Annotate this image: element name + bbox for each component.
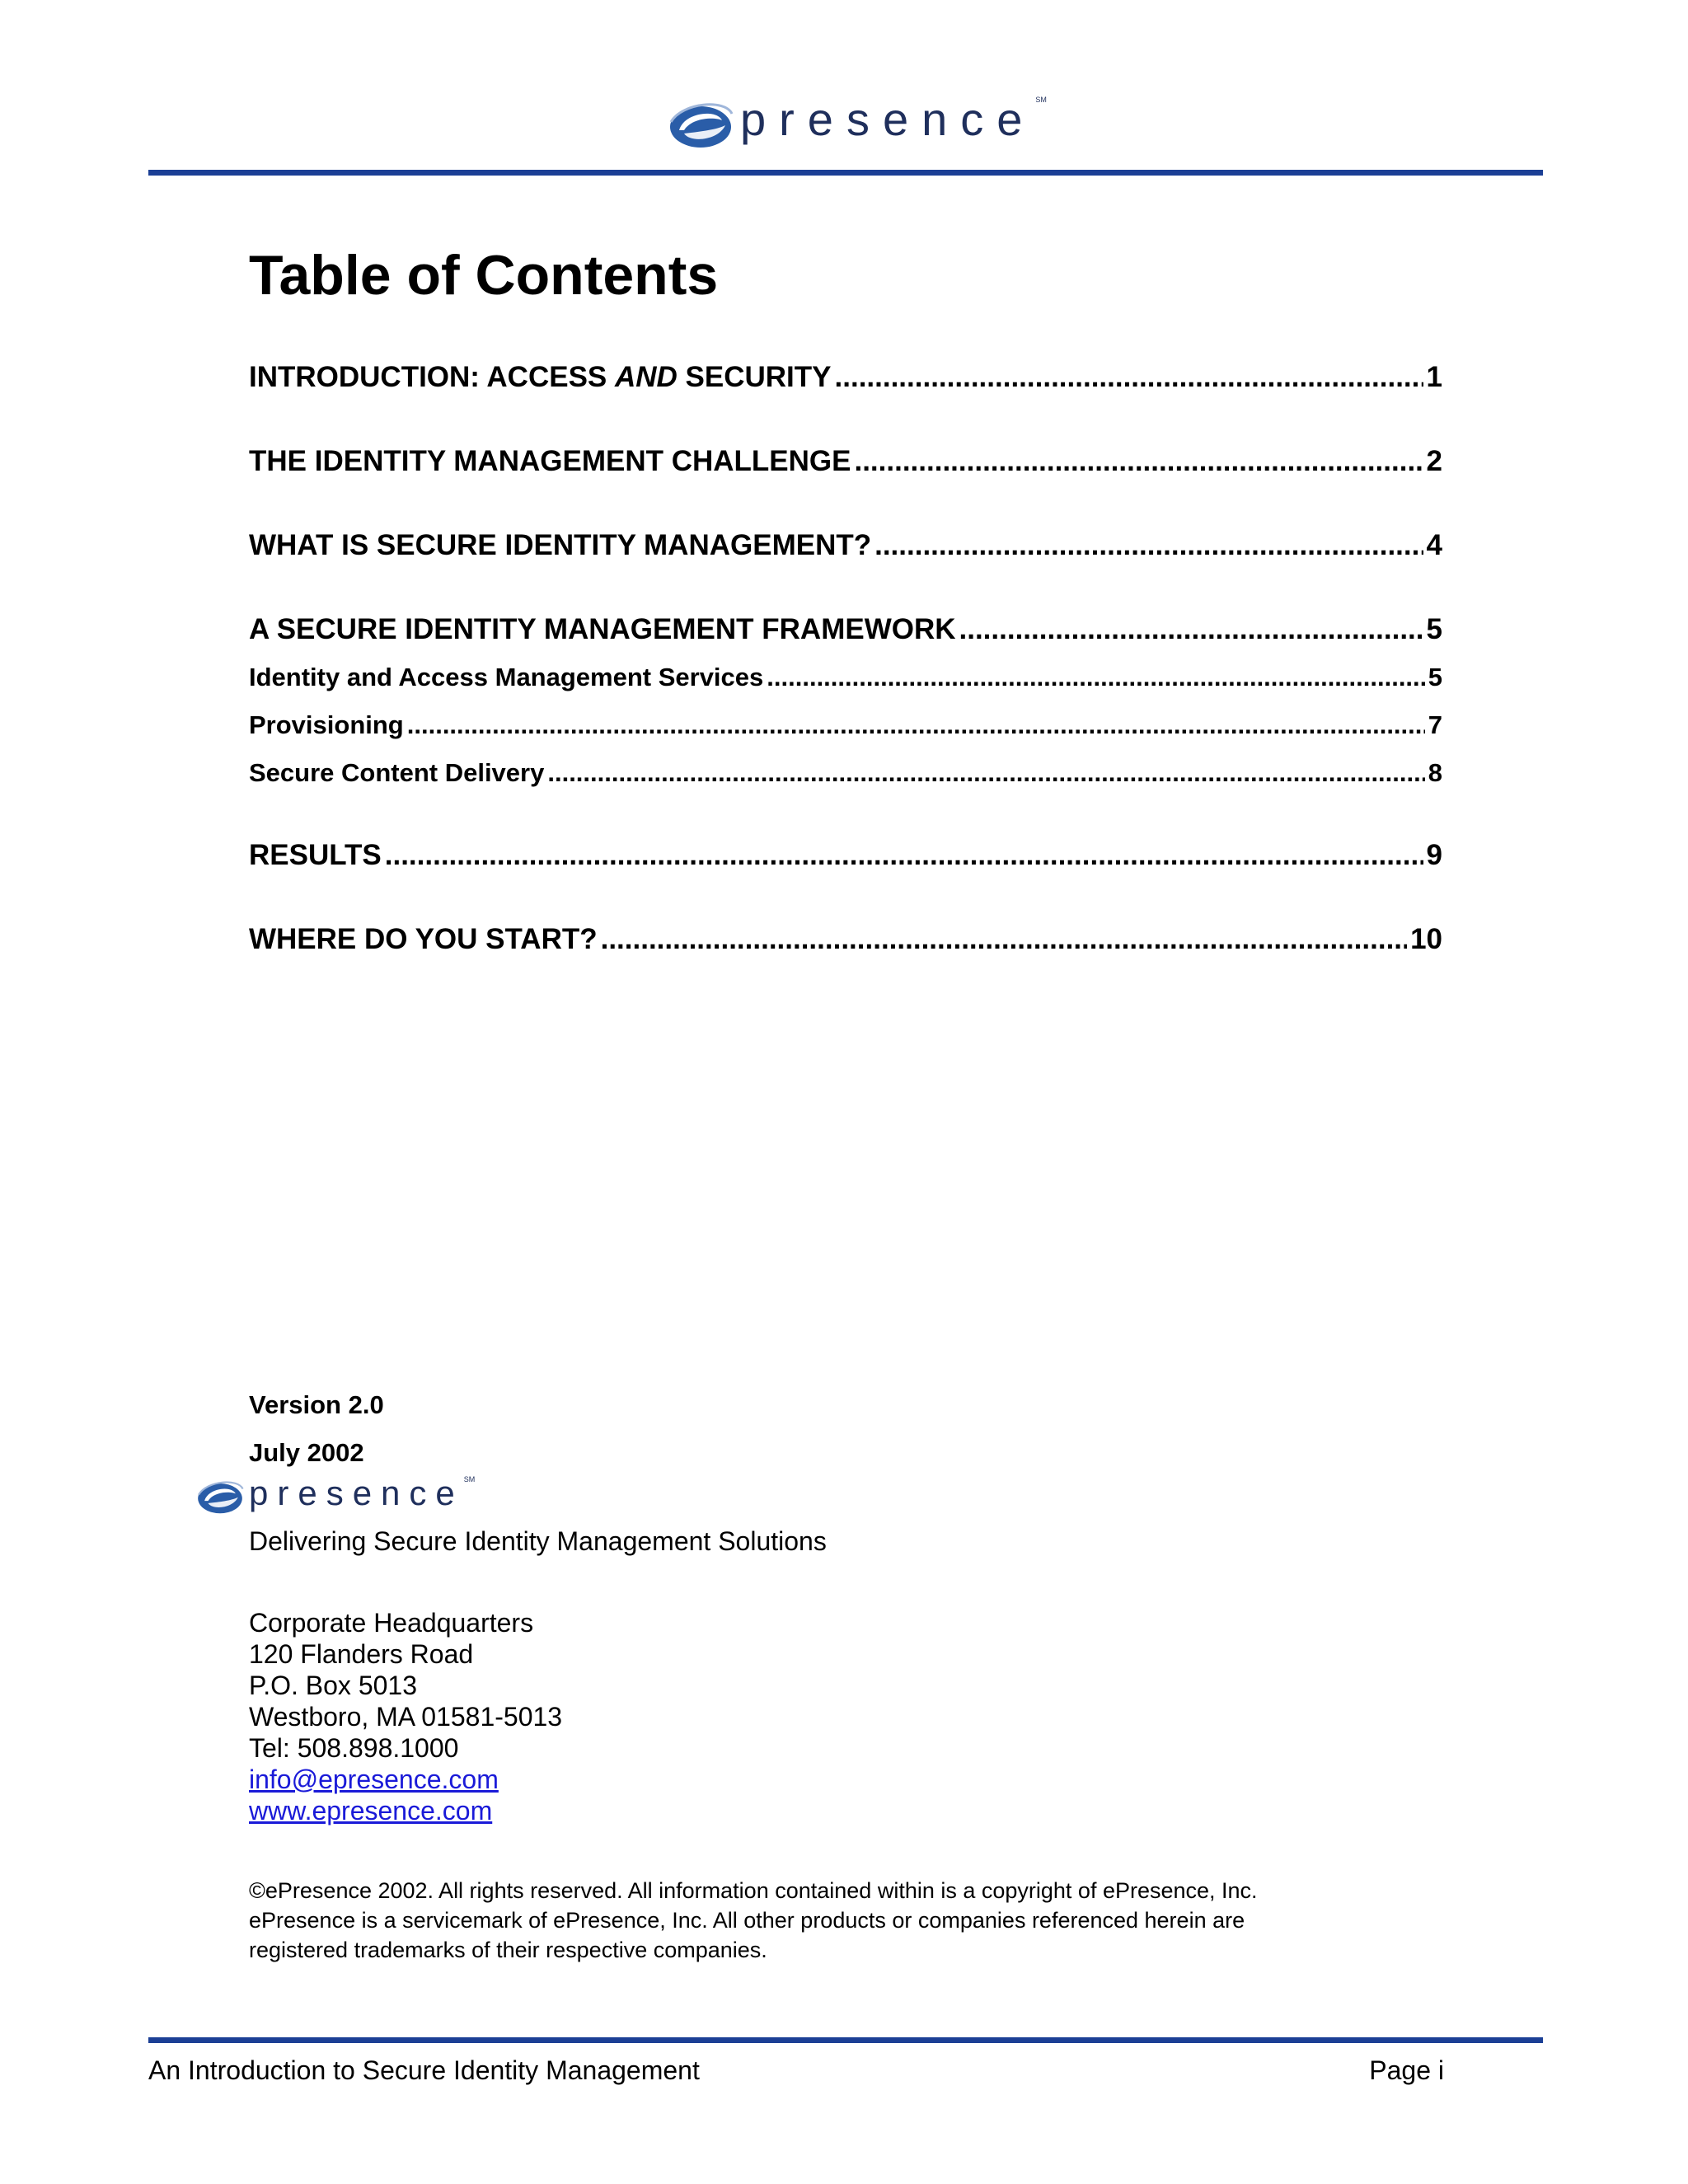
toc-leader	[874, 529, 1423, 562]
toc-leader	[854, 445, 1423, 478]
logo-wordmark: presence℠	[249, 1474, 476, 1512]
copyright-line: registered trademarks of their respective companies.	[249, 1938, 767, 1962]
toc-entry-label: THE IDENTITY MANAGEMENT CHALLENGE	[249, 445, 851, 477]
toc-entry-challenge[interactable]	[249, 445, 1442, 478]
toc-page-number: 5	[1428, 663, 1442, 691]
address-line: 120 Flanders Road	[249, 1639, 474, 1669]
logo-sm-mark: SM	[463, 1475, 476, 1483]
copyright-line: ©ePresence 2002. All rights reserved. All information contained within is a copyright of ePresence, Inc.	[249, 1878, 1258, 1903]
email-link[interactable]: info@epresence.com	[249, 1765, 499, 1794]
toc-leader	[601, 923, 1407, 956]
toc-entry-label: RESULTS	[249, 839, 382, 871]
toc-entry-framework[interactable]	[249, 613, 1442, 646]
header-rule	[148, 170, 1543, 176]
toc-entry-content-delivery[interactable]	[249, 758, 1442, 788]
toc-page-number: 4	[1426, 529, 1442, 561]
footer-page-number: Page i	[1369, 2055, 1444, 2085]
toc-leader	[835, 361, 1423, 394]
toc-page-number: 10	[1410, 923, 1442, 955]
footer-doc-title: An Introduction to Secure Identity Management	[148, 2055, 700, 2085]
address-line: Corporate Headquarters	[249, 1608, 534, 1638]
epresence-logo-icon	[668, 97, 734, 152]
epresence-logo-icon	[196, 1477, 244, 1516]
company-address	[249, 1607, 562, 1826]
toc-page-number: 2	[1426, 445, 1442, 477]
toc-entry-label: A SECURE IDENTITY MANAGEMENT FRAMEWORK	[249, 613, 956, 645]
logo-wordmark: presence℠	[740, 93, 1047, 145]
toc-entry-results[interactable]	[249, 839, 1442, 872]
toc-page-number: 7	[1428, 710, 1442, 739]
toc-leader	[407, 710, 1425, 740]
company-tagline: Delivering Secure Identity Management Solutions	[249, 1526, 827, 1556]
page-title: Table of Contents	[249, 244, 719, 307]
toc-entry-iam-services[interactable]	[249, 663, 1442, 692]
copyright-line: ePresence is a servicemark of ePresence, Inc. All other products or companies referenced herein are	[249, 1908, 1245, 1933]
toc-leader	[959, 613, 1423, 646]
address-line: Westboro, MA 01581-5013	[249, 1702, 563, 1732]
header-logo	[668, 93, 1047, 152]
toc-entry-label: Secure Content Delivery	[249, 758, 545, 787]
toc-entry-what-is[interactable]	[249, 529, 1442, 562]
footer-rule	[148, 2037, 1543, 2043]
logo-sm-mark: SM	[1035, 96, 1047, 104]
company-logo	[196, 1474, 476, 1516]
toc-entry-introduction[interactable]	[249, 361, 1442, 394]
version-date: July 2002	[249, 1438, 364, 1467]
address-line: Tel: 508.898.1000	[249, 1733, 459, 1763]
toc-entry-label: Provisioning	[249, 710, 404, 739]
toc-entry-provisioning[interactable]	[249, 710, 1442, 740]
toc-entry-label: WHERE DO YOU START?	[249, 923, 598, 955]
version-block	[249, 1381, 384, 1477]
copyright-notice	[249, 1876, 1452, 1965]
toc-page-number: 5	[1426, 613, 1442, 645]
version-label: Version 2.0	[249, 1390, 384, 1419]
toc-page-number: 1	[1426, 361, 1442, 393]
toc-entry-label: INTRODUCTION: ACCESS AND SECURITY	[249, 361, 832, 393]
toc-leader	[547, 758, 1424, 788]
toc-entry-label: WHAT IS SECURE IDENTITY MANAGEMENT?	[249, 529, 872, 561]
toc-page-number: 8	[1428, 758, 1442, 787]
toc-leader	[767, 663, 1424, 692]
toc-leader	[385, 839, 1423, 872]
toc-page-number: 9	[1426, 839, 1442, 871]
toc-entry-label: Identity and Access Management Services	[249, 663, 764, 691]
address-line: P.O. Box 5013	[249, 1671, 417, 1700]
toc-entry-where-start[interactable]	[249, 923, 1442, 956]
website-link[interactable]: www.epresence.com	[249, 1796, 493, 1825]
